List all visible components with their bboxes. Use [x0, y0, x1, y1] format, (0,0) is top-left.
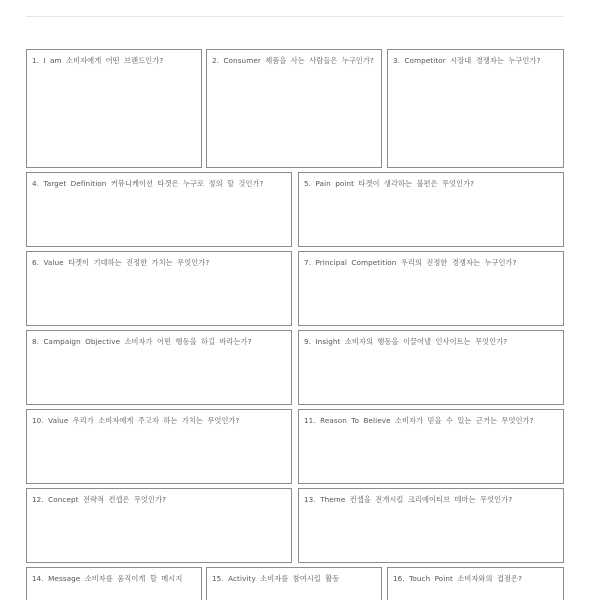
box-value-offer: [26, 409, 292, 484]
box-label: 6. Value 타겟이 기대하는 진정한 가치는 무엇인가?: [32, 258, 210, 267]
box-theme: [298, 488, 564, 563]
box-label: 14. Message 소비자를 움직이게 할 메시지: [32, 574, 183, 583]
box-label: 8. Campaign Objective 소비자가 어떤 행동을 하길 바라는가?: [32, 337, 252, 346]
box-label: 3. Competitor 시장내 경쟁자는 누구인가?: [393, 56, 541, 65]
box-value-target: [26, 251, 292, 326]
box-concept: [26, 488, 292, 563]
box-touch-point: [387, 567, 564, 600]
box-label: 16. Touch Point 소비자와의 접점은?: [393, 574, 523, 583]
box-campaign-objective: [26, 330, 292, 405]
box-label: 5. Pain point 타겟이 생각하는 불편은 무엇인가?: [304, 179, 475, 188]
box-brand: [26, 49, 202, 168]
box-pain-point: [298, 172, 564, 247]
box-label: 9. Insight 소비자의 행동을 이끌어낼 인사이트는 무엇인가?: [304, 337, 508, 346]
box-label: 7. Principal Competition 우리의 진정한 경쟁자는 누구인가?: [304, 258, 517, 267]
box-label: 4. Target Definition 커뮤니케이션 타겟은 누구로 정의 할 것인가?: [32, 179, 264, 188]
box-label: 11. Reason To Believe 소비자가 믿을 수 있는 근거는 무엇인가?: [304, 416, 534, 425]
box-activity: [206, 567, 382, 600]
box-label: 1. I am 소비자에게 어떤 브랜드인가?: [32, 56, 164, 65]
box-label: 15. Activity 소비자를 참여시킬 활동: [212, 574, 340, 583]
box-consumer: [206, 49, 382, 168]
box-principal-competition: [298, 251, 564, 326]
box-insight: [298, 330, 564, 405]
box-label: 13. Theme 컨셉을 전개시킬 크리에이티브 테마는 무엇인가?: [304, 495, 513, 504]
box-label: 10. Value 우리가 소비자에게 주고자 하는 가치는 무엇인가?: [32, 416, 240, 425]
box-label: 12. Concept 전략적 컨셉은 무엇인가?: [32, 495, 167, 504]
box-target-definition: [26, 172, 292, 247]
box-message: [26, 567, 202, 600]
header-divider: [26, 0, 564, 17]
box-competitor: [387, 49, 564, 168]
box-label: 2. Consumer 제품을 사는 사람들은 누구인가?: [212, 56, 374, 65]
box-reason-to-believe: [298, 409, 564, 484]
